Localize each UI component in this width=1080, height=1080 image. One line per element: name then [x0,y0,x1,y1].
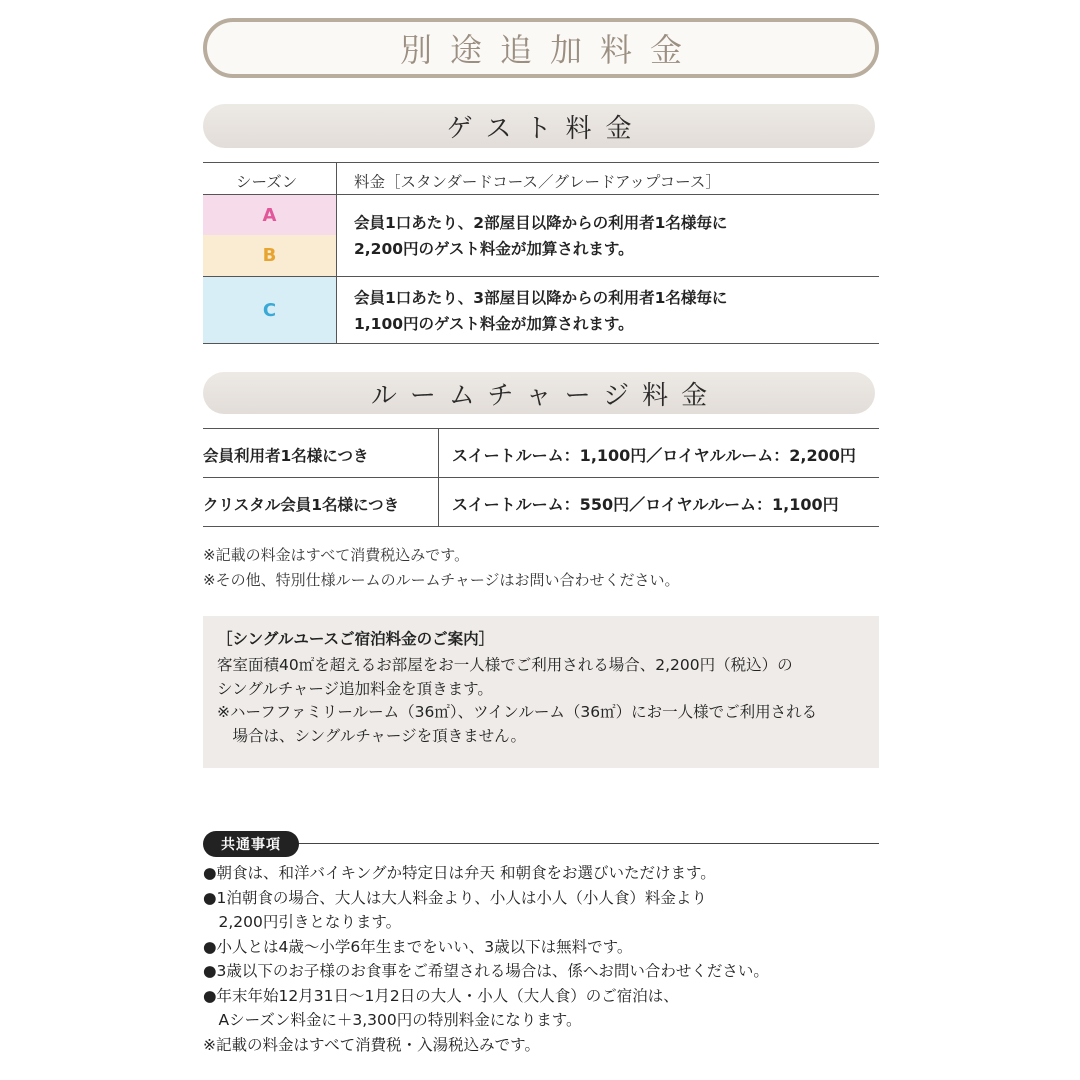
guest-fee-row-ab [354,210,727,262]
common-item: ●年末年始12月31日～1月2日の大人・小人（大人食）のご宿泊は、 [203,986,679,1005]
season-column-header: シーズン [236,173,298,191]
season-b-cell [203,235,336,276]
room-charge-header [203,372,875,414]
common-item: ●1泊朝食の場合、大人は大人料金より、小人は小人（小人食）料金より [203,888,707,907]
table-rule [203,162,879,163]
season-c-label: C [262,299,277,321]
guest-fee-row-c-line1: 会員1口あたり、3部屋目以降からの利用者1名様毎に [354,289,728,307]
main-title: 別途追加料金 [399,31,700,69]
table-rule [203,343,879,344]
single-use-line: 場合は、シングルチャージを頂きません。 [217,726,526,745]
common-item: 2,200円引きとなります。 [203,913,402,931]
single-use-title: ［シングルユースご宿泊料金のご案内］ [217,630,495,648]
table-rule [203,526,879,527]
season-a-cell [203,195,336,235]
common-items-badge: 共通事項 [203,831,299,857]
common-item: ※記載の料金はすべて消費税・入湯税込みです。 [203,1035,540,1054]
room-charge-row-value: スイートルーム：1,100円／ロイヤルルーム：2,200円 [452,446,856,465]
room-charge-row-label: 会員利用者1名様につき [203,447,369,465]
special-room-note: ※その他、特別仕様ルームのルームチャージはお問い合わせください。 [203,571,680,589]
common-rule [296,843,879,844]
guest-fee-row-ab-line2: 2,200円のゲスト料金が加算されます。 [354,240,634,258]
season-b-label: B [262,245,277,266]
fee-column-header: 料金［スタンダードコース／グレードアップコース］ [354,173,721,191]
room-charge-row-label: クリスタル会員1名様につき [203,496,400,514]
guest-fee-header [203,104,875,148]
guest-fee-title: ゲスト料金 [446,113,646,144]
single-use-line: シングルチャージ追加料金を頂きます。 [217,679,493,698]
common-item: ●小人とは4歳～小学6年生までをいい、3歳以下は無料です。 [203,937,633,956]
table-rule [203,428,879,429]
single-use-line: ※ハーフファミリールーム（36㎡）、ツインルーム（36㎡）にお一人様でご利用される [217,703,818,721]
table-column-divider [336,162,337,343]
common-item: Aシーズン料金に＋3,300円の特別料金になります。 [203,1011,582,1029]
guest-fee-row-ab-line1: 会員1口あたり、2部屋目以降からの利用者1名様毎に [354,214,728,232]
season-a-label: A [262,204,277,226]
single-use-line: 客室面積40㎡を超えるお部屋をお一人様でご利用される場合、2,200円（税込）の [217,656,793,674]
tax-note: ※記載の料金はすべて消費税込みです。 [203,546,470,564]
main-title-box [203,18,879,78]
guest-fee-row-c-line2: 1,100円のゲスト料金が加算されます。 [354,315,634,333]
guest-fee-row-c [354,285,727,337]
common-items-list [203,861,769,1057]
common-item: ●3歳以下のお子様のお食事をご希望される場合は、係へお問い合わせください。 [203,962,769,980]
table-rule [203,477,879,478]
room-charge-row-value: スイートルーム：550円／ロイヤルルーム：1,100円 [452,495,839,514]
single-use-box [203,616,879,768]
common-item: ●朝食は、和洋バイキングか特定日は弁天 和朝食をお選びいただけます。 [203,864,716,882]
room-charge-title: ルームチャージ料金 [370,380,721,411]
single-use-body [217,654,817,748]
season-c-cell [203,277,336,343]
